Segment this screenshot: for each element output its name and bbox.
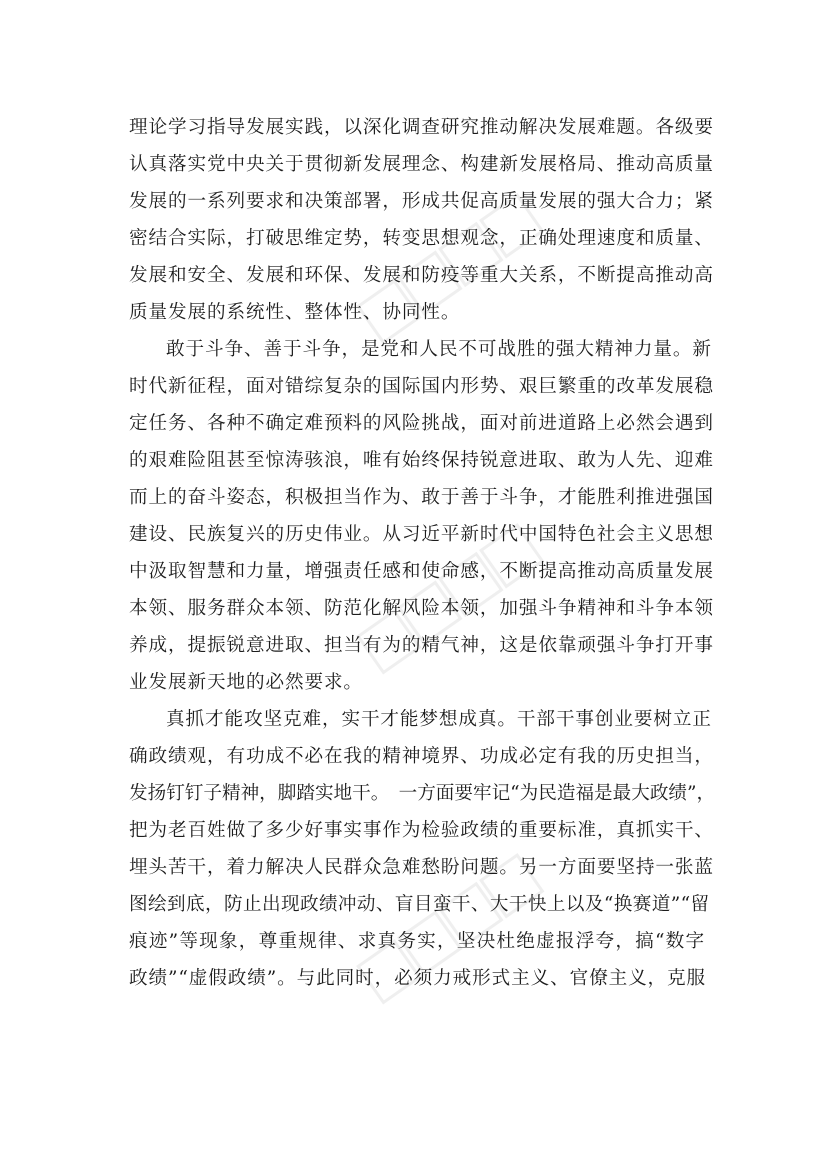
paragraph-2-line-3: 定任务、各种不确定难预料的风险挑战，面对前进道路上必然会遇到 — [129, 413, 714, 434]
paragraph-3-line-5: 埋头苦干，着力解决人民群众急难愁盼问题。另一方面要坚持一张蓝 — [129, 857, 714, 878]
paragraph-1-line-3: 发展的一系列要求和决策部署，形成共促高质量发展的强大合力；紧 — [129, 191, 714, 212]
paragraph-1-line-6: 质量发展的系统性、整体性、协同性。 — [129, 302, 461, 323]
paragraph-3-line-8: 政绩”“虚假政绩”。与此同时，必须力戒形式主义、官僚主义，克服 — [129, 968, 707, 989]
paragraph-1-line-4: 密结合实际，打破思维定势，转变思想观念，正确处理速度和质量、 — [129, 228, 714, 249]
paragraph-2-line-9: 养成，提振锐意进取、担当有为的精气神，这是依靠顽强斗争打开事 — [129, 635, 714, 656]
paragraph-2-line-7: 中汲取智慧和力量，增强责任感和使命感，不断提高推动高质量发展 — [129, 561, 714, 582]
paragraph-1-line-5: 发展和安全、发展和环保、发展和防疫等重大关系，不断提高推动高 — [129, 265, 714, 286]
paragraph-2-line-10: 业发展新天地的必然要求。 — [129, 672, 363, 693]
paragraph-3-line-4: 把为老百姓做了多少好事实事作为检验政绩的重要标准，真抓实干、 — [129, 820, 714, 841]
paragraph-2-line-4: 的艰难险阻甚至惊涛骇浪，唯有始终保持锐意进取、敢为人先、迎难 — [129, 450, 714, 471]
paragraph-2-line-8: 本领、服务群众本领、防范化解风险本领，加强斗争精神和斗争本领 — [129, 598, 714, 619]
paragraph-2-line-5: 而上的奋斗姿态，积极担当作为、敢于善于斗争，才能胜利推进强国 — [129, 487, 714, 508]
paragraph-2-line-2: 时代新征程，面对错综复杂的国际国内形势、艰巨繁重的改革发展稳 — [129, 376, 714, 397]
paragraph-2-line-6: 建设、民族复兴的历史伟业。从习近平新时代中国特色社会主义思想 — [129, 524, 714, 545]
paragraph-3-line-1: 真抓才能攻坚克难，实干才能梦想成真。干部干事创业要树立正 — [166, 709, 712, 730]
paragraph-3-line-7: 痕迹”等现象，尊重规律、求真务实，坚决杜绝虚报浮夸，搞“数字 — [129, 931, 705, 952]
paragraph-1-line-2: 认真落实党中央关于贯彻新发展理念、构建新发展格局、推动高质量 — [129, 154, 714, 175]
paragraph-3-line-6: 图绘到底，防止出现政绩冲动、盲目蛮干、大干快上以及“换赛道”“留 — [129, 894, 710, 915]
paragraph-2-line-1: 敢于斗争、善于斗争，是党和人民不可战胜的强大精神力量。新 — [166, 339, 712, 360]
paragraph-3-line-2: 确政绩观，有功成不必在我的精神境界、功成必定有我的历史担当， — [129, 746, 714, 767]
paragraph-3-line-3: 发扬钉钉子精神，脚踏实地干。 一方面要牢记“为民造福是最大政绩”， — [129, 783, 716, 804]
paragraph-1-line-1: 理论学习指导发展实践，以深化调查研究推动解决发展难题。各级要 — [129, 117, 714, 138]
